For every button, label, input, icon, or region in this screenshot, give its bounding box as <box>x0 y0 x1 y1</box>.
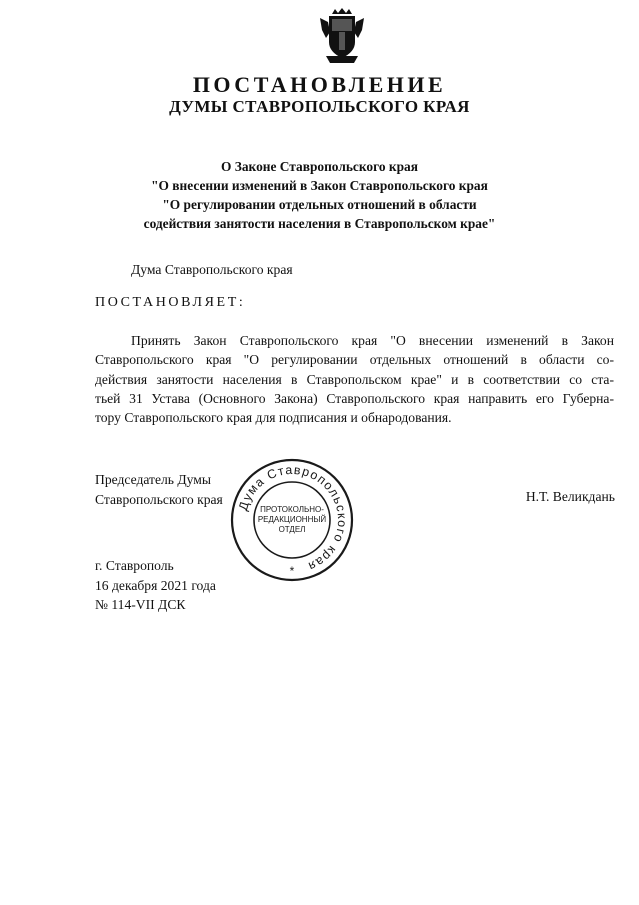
resolution-paragraph <box>95 331 614 427</box>
stamp-ring-text: Дума Ставропольского края <box>236 462 350 574</box>
document-number: № 114-VII ДСК <box>95 597 186 612</box>
resolves-heading: ПОСТАНОВЛЯЕТ: <box>95 295 246 310</box>
city: г. Ставрополь <box>95 558 174 573</box>
stamp-star-icon: * <box>289 564 295 578</box>
paragraph-line: Принять Закон Ставропольского края "О внесении изменений в Закон <box>131 333 614 348</box>
coat-of-arms-icon <box>318 8 366 64</box>
place-and-date <box>95 556 216 615</box>
subject-line: "О регулировании отдельных отношений в области <box>162 197 477 212</box>
subject-line: "О внесении изменений в Закон Ставропольского края <box>151 178 488 193</box>
official-stamp <box>228 456 356 584</box>
paragraph-line: Ставропольского края "О регулировании отдельных отношений в области со- <box>95 352 614 368</box>
stamp-center-line: ПРОТОКОЛЬНО- <box>260 505 324 514</box>
paragraph-line: тору Ставропольского края для подписания и обнародования. <box>95 410 452 426</box>
paragraph-line: действия занятости населения в Ставропольском крае" и в соответствии со ста- <box>95 371 614 387</box>
subject-line: содействия занятости населения в Ставропольском крае" <box>143 216 496 231</box>
stamp-center-line: РЕДАКЦИОННЫЙ <box>257 515 327 524</box>
document-title: ПОСТАНОВЛЕНИЕ <box>192 72 447 97</box>
subject-line: О Законе Ставропольского края <box>221 159 418 174</box>
paragraph-line: тьей 31 Устава (Основного Закона) Ставропольского края направить его Губерна- <box>95 390 614 406</box>
signatory-name: Н.Т. Великдань <box>525 489 615 504</box>
position-line: Председатель Думы <box>95 472 212 487</box>
position-line: Ставропольского края <box>95 492 223 507</box>
signatory-position <box>95 470 223 510</box>
stamp-center-line: ОТДЕЛ <box>278 525 306 534</box>
date: 16 декабря 2021 года <box>95 577 216 593</box>
law-subject <box>0 157 639 233</box>
duma-line: Дума Ставропольского края <box>131 262 293 277</box>
document-subtitle: ДУМЫ СТАВРОПОЛЬСКОГО КРАЯ <box>169 97 470 116</box>
